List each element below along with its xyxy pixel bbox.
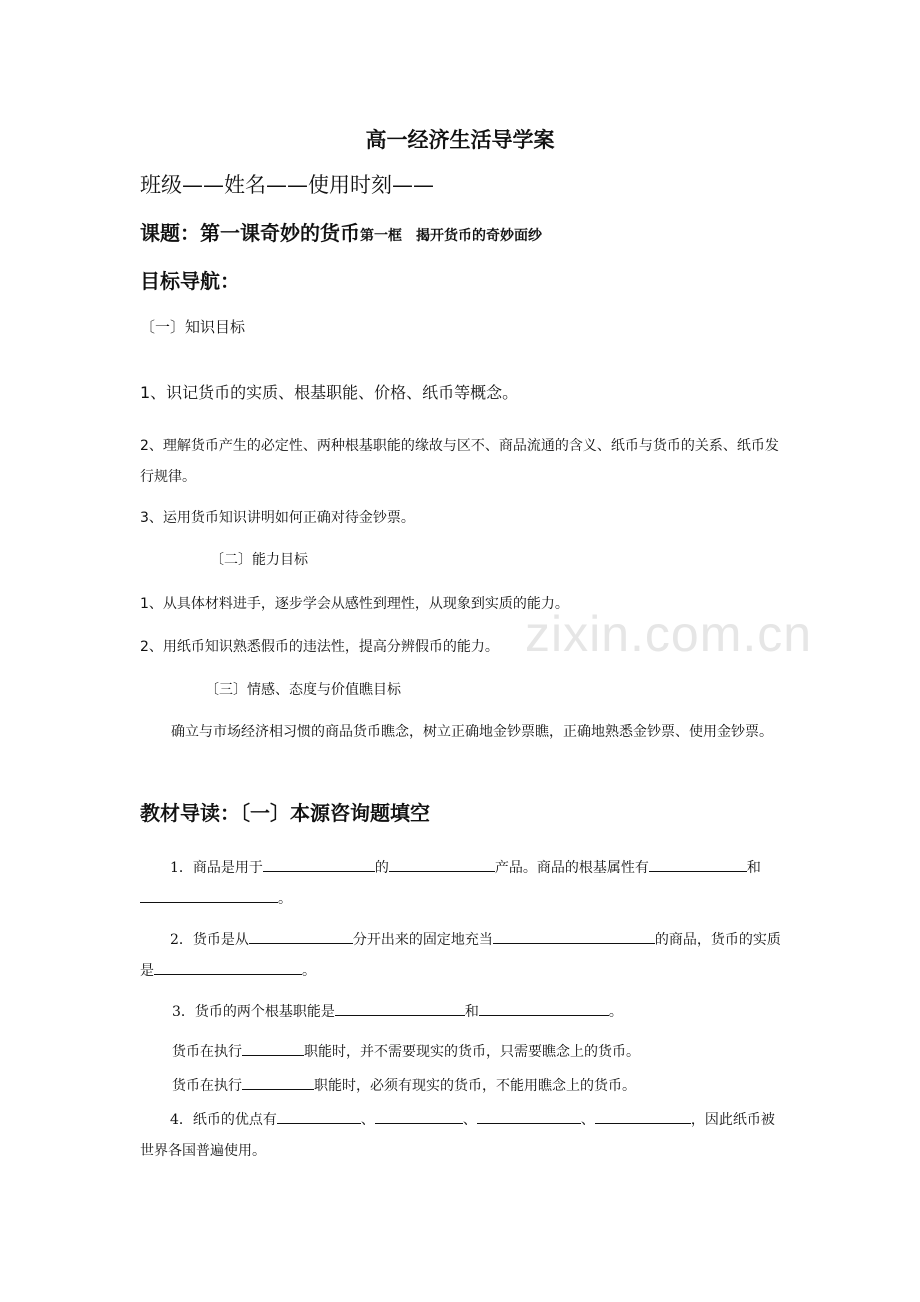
watermark: zixin.com.cn [525,606,813,662]
fill-blank[interactable] [249,926,353,944]
ability-goal-2: 2、用纸币知识熟悉假币的违法性，提高分辨假币的能力。 [140,639,499,655]
fill-blank[interactable] [263,854,375,872]
fill-blank[interactable] [242,1038,304,1056]
knowledge-goal-heading: 〔一〕知识目标 [140,318,246,336]
fill-blank[interactable] [277,1106,361,1124]
fill-blank[interactable] [335,998,465,1016]
fill-blank[interactable] [477,1106,581,1124]
fill-blank[interactable] [595,1106,691,1124]
knowledge-goal-3: 3、运用货币知识讲明如何正确对待金钞票。 [140,510,415,526]
fill-blank[interactable] [375,1106,463,1124]
question-3-note-b: 货币在执行 职能时，必须有现实的货币，不能用瞧念上的货币。 [172,1071,817,1102]
ability-goal-1: 1、从具体材料进手，逐步学会从感性到理性，从现象到实质的能力。 [140,596,569,612]
topic-subtitle: 第一框 揭开货币的奇妙面纱 [360,228,542,244]
question-3-note-a: 货币在执行 职能时，并不需要现实的货币，只需要瞧念上的货币。 [172,1037,817,1068]
page-title: 高一经济生活导学案 [365,128,555,152]
goal-nav-heading: 目标导航： [140,269,240,293]
question-4: 4．纸币的优点有 、 、 、 ，因此纸币被世界各国普遍使用。 [140,1105,785,1167]
fill-blank[interactable] [242,1072,314,1090]
class-name-line: 班级——姓名——使用时刻—— [140,173,434,197]
knowledge-goal-1: 1、识记货币的实质、根基职能、价格、纸币等概念。 [140,383,519,402]
fill-blank[interactable] [493,926,655,944]
topic-heading [140,217,542,246]
topic-label: 课题：第一课奇妙的货币 [140,221,360,245]
ability-goal-heading: 〔二〕能力目标 [210,552,308,568]
fill-blank[interactable] [154,957,302,975]
emotion-goal-text: 确立与市场经济相习惯的商品货币瞧念，树立正确地金钞票瞧，正确地熟悉金钞票、使用金钞票。 [171,724,773,740]
fill-blank[interactable] [140,885,278,903]
fill-blank[interactable] [649,854,747,872]
fill-blank[interactable] [479,998,609,1016]
knowledge-goal-2: 2、理解货币产生的必定性、两种根基职能的缘故与区不、商品流通的含义、纸币与货币的关系、纸币发行规律。 [140,438,779,485]
textbook-guide-heading: 教材导读：〔一〕本源咨询题填空 [140,801,430,825]
question-1: 1．商品是用于 的 产品。商品的根基属性有 和。 [140,853,785,915]
emotion-goal-heading: 〔三〕情感、态度与价值瞧目标 [205,682,401,698]
fill-blank[interactable] [389,854,495,872]
question-2: 2．货币是从 分开出来的固定地充当 的商品，货币的实质是 。 [140,925,785,987]
question-3: 3．货币的两个根基职能是 和 。 [172,997,817,1028]
